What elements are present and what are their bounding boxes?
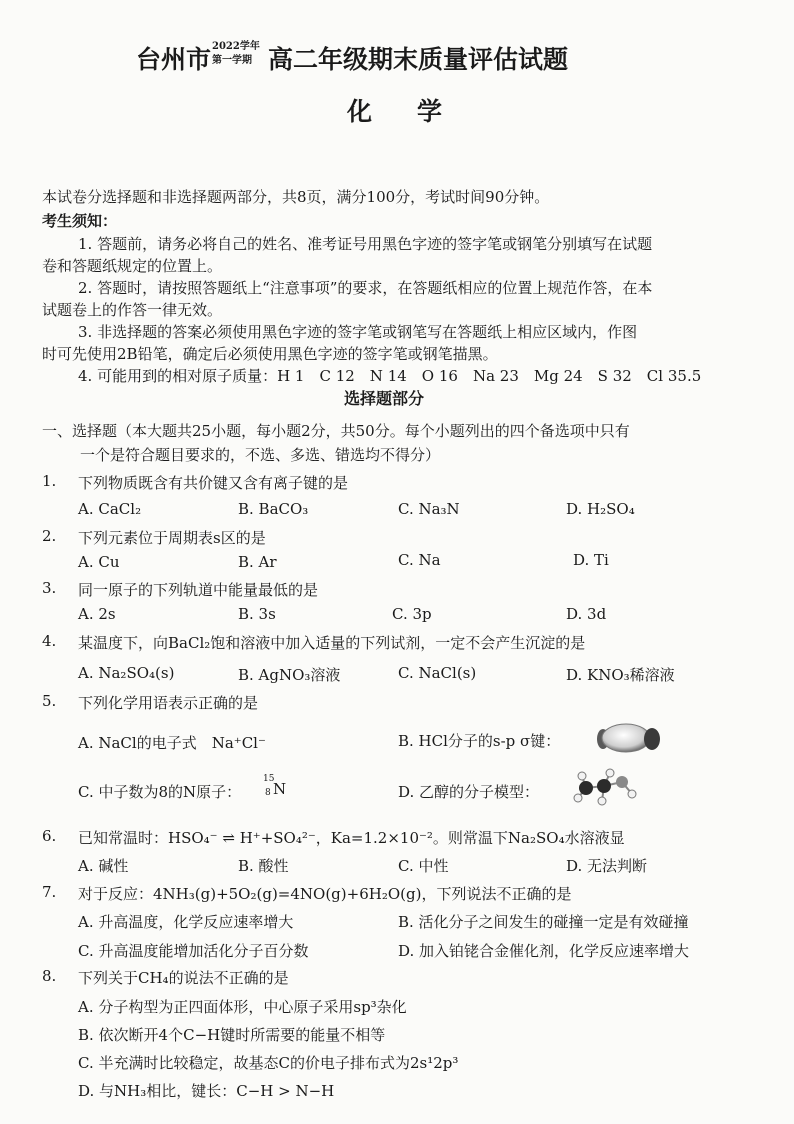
notice-heading: 考生须知： <box>42 212 118 230</box>
q8-option-a: A. 分子构型为正四面体形，中心原子采用sp³杂化 <box>78 998 407 1016</box>
q8-number: 8. <box>42 967 57 985</box>
q1-option-d: D. H₂SO₄ <box>566 500 635 518</box>
q8-option-b: B. 依次断开4个C−H键时所需要的能量不相等 <box>78 1026 386 1044</box>
q3-number: 3. <box>42 579 57 597</box>
q2-option-d: D. Ti <box>573 551 609 569</box>
q2-option-c: C. Na <box>398 551 441 569</box>
notice-1b: 卷和答题纸规定的位置上。 <box>42 257 223 275</box>
notice-1a: 1. 答题前，请务必将自己的姓名、准考证号用黑色字迹的签字笔或钢笔分别填写在试题 <box>78 235 653 253</box>
q3-option-c: C. 3p <box>392 605 432 623</box>
isotope-atomic-number: 8 <box>265 788 271 798</box>
q4-stem: 某温度下，向BaCl₂饱和溶液中加入适量的下列试剂，一定不会产生沉淀的是 <box>78 634 586 652</box>
isotope-symbol: N <box>273 780 287 798</box>
q1-option-c: C. Na₃N <box>398 500 460 518</box>
isotope-mass-number: 15 <box>263 774 275 784</box>
q3-option-a: A. 2s <box>78 605 116 623</box>
s-p-sigma-bond-illustration <box>594 722 662 756</box>
notice-3a: 3. 非选择题的答案必须使用黑色字迹的签字笔或钢笔写在答题纸上相应区域内，作图 <box>78 323 638 341</box>
q5-number: 5. <box>42 692 57 710</box>
title-main: 高二年级期末质量评估试题 <box>268 45 569 74</box>
notice-3b: 时可先使用2B铅笔，确定后必须使用黑色字迹的签字笔或钢笔描黑。 <box>42 345 498 363</box>
q8-option-c: C. 半充满时比较稳定，故基态C的价电子排布式为2s¹2p³ <box>78 1054 459 1072</box>
q6-option-b: B. 酸性 <box>238 857 289 875</box>
q7-stem: 对于反应：4NH₃(g)+5O₂(g)=4NO(g)+6H₂O(g)，下列说法不正确的是 <box>78 885 572 903</box>
q4-option-b: B. AgNO₃溶液 <box>238 666 341 684</box>
title-year-bottom: 第一学期 <box>212 55 252 66</box>
ethanol-ball-model <box>572 768 642 808</box>
q7-option-d: D. 加入铂铑合金催化剂，化学反应速率增大 <box>398 942 690 960</box>
intro-text: 本试卷分选择题和非选择题两部分，共8页，满分100分，考试时间90分钟。 <box>42 188 550 206</box>
title-year-top: 2022学年 <box>212 41 260 52</box>
q1-option-b: B. BaCO₃ <box>238 500 309 518</box>
q2-stem: 下列元素位于周期表s区的是 <box>78 529 266 547</box>
nitrogen-isotope-notation <box>263 774 287 802</box>
q6-option-c: C. 中性 <box>398 857 449 875</box>
q2-option-b: B. Ar <box>238 553 277 571</box>
notice-2b: 试题卷上的作答一律无效。 <box>42 301 223 319</box>
q5-option-c: C. 中子数为8的N原子： <box>78 783 242 801</box>
q4-option-d: D. KNO₃稀溶液 <box>566 666 675 684</box>
q1-number: 1. <box>42 472 57 490</box>
q3-stem: 同一原子的下列轨道中能量最低的是 <box>78 581 319 599</box>
q8-stem: 下列关于CH₄的说法不正确的是 <box>78 969 289 987</box>
section-head-b: 一个是符合题目要求的，不选、多选、错选均不得分） <box>80 446 441 464</box>
q3-option-b: B. 3s <box>238 605 276 623</box>
q2-number: 2. <box>42 527 57 545</box>
q1-stem: 下列物质既含有共价键又含有离子键的是 <box>78 474 349 492</box>
q5-option-d: D. 乙醇的分子模型： <box>398 783 540 801</box>
q7-number: 7. <box>42 883 57 901</box>
q5-option-a: A. NaCl的电子式 Na⁺Cl⁻ <box>78 734 266 752</box>
q3-option-d: D. 3d <box>566 605 607 623</box>
section-head-a: 一、选择题（本大题共25小题，每小题2分，共50分。每个小题列出的四个备选项中只有 <box>42 422 630 440</box>
notice-4: 4. 可能用到的相对原子质量：H 1 C 12 N 14 O 16 Na 23 Mg 24 S 32 Cl 35.5 <box>78 367 702 385</box>
q7-option-b: B. 活化分子之间发生的碰撞一定是有效碰撞 <box>398 913 689 931</box>
q7-option-c: C. 升高温度能增加活化分子百分数 <box>78 942 309 960</box>
q5-stem: 下列化学用语表示正确的是 <box>78 694 259 712</box>
q4-option-c: C. NaCl(s) <box>398 664 477 682</box>
notice-2a: 2. 答题时，请按照答题纸上“注意事项”的要求，在答题纸相应的位置上规范作答，在本 <box>78 279 653 297</box>
q4-number: 4. <box>42 632 57 650</box>
q5-option-b: B. HCl分子的s-p σ键： <box>398 732 561 750</box>
q2-option-a: A. Cu <box>78 553 120 571</box>
q7-option-a: A. 升高温度，化学反应速率增大 <box>78 913 294 931</box>
q1-option-a: A. CaCl₂ <box>78 500 142 518</box>
title-city: 台州市 <box>136 45 212 74</box>
q6-stem: 已知常温时：HSO₄⁻ ⇌ H⁺+SO₄²⁻，Ka=1.2×10⁻²。则常温下Na₂SO₄水溶液显 <box>78 829 625 847</box>
q8-option-d: D. 与NH₃相比，键长：C−H > N−H <box>78 1082 335 1100</box>
q6-number: 6. <box>42 827 57 845</box>
q6-option-a: A. 碱性 <box>78 857 129 875</box>
q6-option-d: D. 无法判断 <box>566 857 648 875</box>
q4-option-a: A. Na₂SO₄(s) <box>78 664 175 682</box>
section-title: 选择题部分 <box>344 389 425 408</box>
subject-title: 化 学 <box>347 97 453 126</box>
